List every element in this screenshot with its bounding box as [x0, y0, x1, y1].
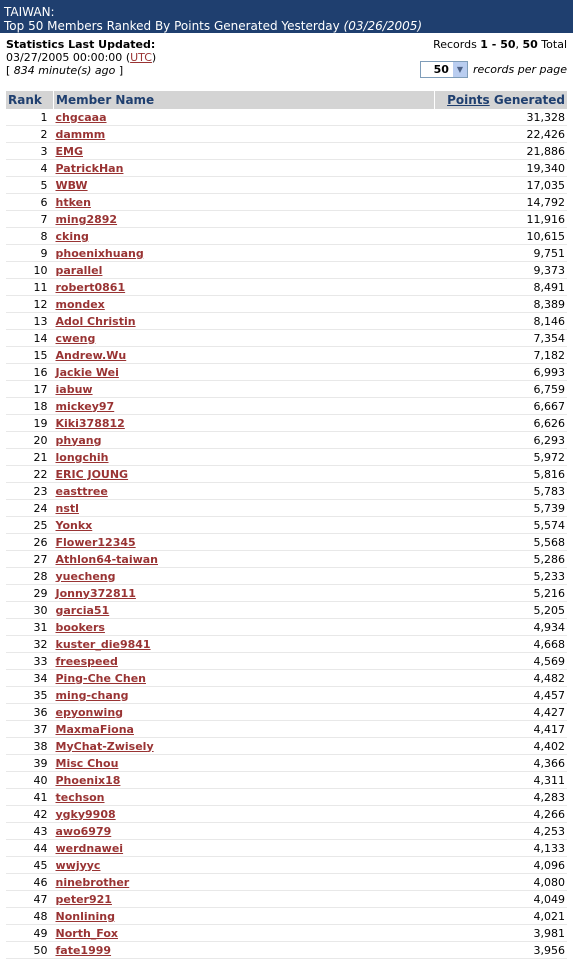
table-row	[6, 211, 567, 228]
rank-cell: 4	[6, 160, 54, 177]
points-cell: 4,266	[435, 806, 568, 823]
member-link[interactable]: North_Fox	[55, 926, 118, 940]
ago-text: 834 minute(s) ago	[13, 64, 116, 77]
table-row	[6, 619, 567, 636]
records-suffix: Total	[537, 38, 567, 51]
points-cell: 4,283	[435, 789, 568, 806]
rank-cell: 6	[6, 194, 54, 211]
member-name-cell	[54, 364, 435, 381]
records-per-page-select[interactable]	[420, 61, 468, 78]
rank-cell: 46	[6, 874, 54, 891]
records-end: 50	[500, 38, 516, 51]
rank-cell: 25	[6, 517, 54, 534]
table-row	[6, 840, 567, 857]
member-name-cell	[54, 160, 435, 177]
member-name-cell	[54, 517, 435, 534]
rank-cell: 36	[6, 704, 54, 721]
table-row	[6, 466, 567, 483]
table-row	[6, 857, 567, 874]
stats-ago	[6, 64, 123, 77]
points-cell: 5,286	[435, 551, 568, 568]
points-cell: 4,311	[435, 772, 568, 789]
title-text: Top 50 Members Ranked By Points Generated Yesterday	[4, 19, 340, 33]
stats-updated	[6, 51, 156, 64]
records-prefix: Records	[433, 38, 481, 51]
table-row	[6, 398, 567, 415]
rank-cell: 10	[6, 262, 54, 279]
member-link[interactable]: bookers	[55, 620, 105, 634]
table-row	[6, 517, 567, 534]
utc-link[interactable]: UTC	[130, 51, 152, 64]
member-link[interactable]: longchih	[55, 450, 109, 464]
member-link[interactable]: epyonwing	[55, 705, 124, 719]
rank-cell: 43	[6, 823, 54, 840]
table-row	[6, 738, 567, 755]
points-cell: 4,417	[435, 721, 568, 738]
member-name-cell	[54, 687, 435, 704]
member-link[interactable]: cking	[55, 229, 89, 243]
rank-cell: 20	[6, 432, 54, 449]
points-cell: 9,751	[435, 245, 568, 262]
rank-cell: 31	[6, 619, 54, 636]
member-link[interactable]: phoenixhuang	[55, 246, 144, 260]
members-table	[6, 91, 567, 959]
rank-cell: 14	[6, 330, 54, 347]
member-name-cell	[54, 585, 435, 602]
member-link[interactable]: EMG	[55, 144, 83, 158]
member-name-cell	[54, 109, 435, 126]
points-cell: 4,668	[435, 636, 568, 653]
points-cell: 6,667	[435, 398, 568, 415]
points-cell: 5,816	[435, 466, 568, 483]
member-link[interactable]: robert0861	[55, 280, 126, 294]
member-name-cell	[54, 602, 435, 619]
member-name-cell	[54, 738, 435, 755]
page-title	[4, 19, 569, 34]
member-link[interactable]: garcia51	[55, 603, 110, 617]
rank-cell: 50	[6, 942, 54, 959]
rank-cell: 15	[6, 347, 54, 364]
member-name-cell	[54, 568, 435, 585]
tz-close: )	[151, 51, 157, 64]
points-cell: 4,366	[435, 755, 568, 772]
points-cell: 10,615	[435, 228, 568, 245]
table-row	[6, 415, 567, 432]
rank-cell: 32	[6, 636, 54, 653]
table-row	[6, 687, 567, 704]
points-cell: 9,373	[435, 262, 568, 279]
col-points-rest: Generated	[489, 93, 565, 107]
rank-cell: 29	[6, 585, 54, 602]
table-row	[6, 245, 567, 262]
member-link[interactable]: ygky9908	[55, 807, 116, 821]
table-row	[6, 143, 567, 160]
member-name-cell	[54, 330, 435, 347]
member-name-cell	[54, 806, 435, 823]
rank-cell: 27	[6, 551, 54, 568]
points-cell: 5,972	[435, 449, 568, 466]
points-cell: 4,457	[435, 687, 568, 704]
records-total: 50	[522, 38, 538, 51]
rank-cell: 28	[6, 568, 54, 585]
table-row	[6, 704, 567, 721]
member-link[interactable]: cweng	[55, 331, 96, 345]
member-link[interactable]: ming2892	[55, 212, 118, 226]
member-link[interactable]: easttree	[55, 484, 108, 498]
member-link[interactable]: MaxmaFiona	[55, 722, 134, 736]
table-row	[6, 823, 567, 840]
points-cell: 21,886	[435, 143, 568, 160]
points-cell: 4,049	[435, 891, 568, 908]
rank-cell: 47	[6, 891, 54, 908]
table-row	[6, 500, 567, 517]
rank-cell: 24	[6, 500, 54, 517]
member-name-cell	[54, 347, 435, 364]
rank-cell: 42	[6, 806, 54, 823]
table-row	[6, 364, 567, 381]
member-name-cell	[54, 398, 435, 415]
table-row	[6, 653, 567, 670]
member-link[interactable]: Misc Chou	[55, 756, 119, 770]
points-cell: 11,916	[435, 211, 568, 228]
table-row	[6, 942, 567, 959]
points-cell: 5,233	[435, 568, 568, 585]
points-cell: 4,934	[435, 619, 568, 636]
member-name-cell	[54, 874, 435, 891]
table-row	[6, 670, 567, 687]
rank-cell: 18	[6, 398, 54, 415]
member-name-cell	[54, 857, 435, 874]
rank-cell: 22	[6, 466, 54, 483]
rank-cell: 7	[6, 211, 54, 228]
member-link[interactable]: WBW	[55, 178, 88, 192]
member-link[interactable]: Phoenix18	[55, 773, 121, 787]
table-row	[6, 755, 567, 772]
table-row	[6, 585, 567, 602]
member-link[interactable]: Jackie Wei	[55, 365, 119, 379]
table-row	[6, 126, 567, 143]
table-row	[6, 432, 567, 449]
member-name-cell	[54, 823, 435, 840]
member-link[interactable]: wwjyyc	[55, 858, 101, 872]
points-cell: 7,182	[435, 347, 568, 364]
table-row	[6, 772, 567, 789]
member-link[interactable]: Flower12345	[55, 535, 136, 549]
points-cell: 3,981	[435, 925, 568, 942]
member-link[interactable]: PatrickHan	[55, 161, 124, 175]
member-link[interactable]: htken	[55, 195, 91, 209]
rank-cell: 8	[6, 228, 54, 245]
table-row	[6, 534, 567, 551]
member-link[interactable]: Adol Christin	[55, 314, 136, 328]
col-points	[435, 91, 568, 109]
member-name-cell	[54, 432, 435, 449]
table-row	[6, 177, 567, 194]
points-cell: 8,389	[435, 296, 568, 313]
points-cell: 6,293	[435, 432, 568, 449]
member-name-cell	[54, 313, 435, 330]
points-cell: 5,783	[435, 483, 568, 500]
member-name-cell	[54, 908, 435, 925]
points-cell: 5,574	[435, 517, 568, 534]
points-cell: 5,216	[435, 585, 568, 602]
records-comma: ,	[515, 38, 523, 51]
rank-cell: 3	[6, 143, 54, 160]
table-row	[6, 449, 567, 466]
member-link[interactable]: nstl	[55, 501, 79, 515]
points-cell: 4,253	[435, 823, 568, 840]
table-row	[6, 194, 567, 211]
stats-bar	[0, 33, 573, 88]
points-cell: 19,340	[435, 160, 568, 177]
member-link[interactable]: Jonny372811	[55, 586, 136, 600]
rank-cell: 9	[6, 245, 54, 262]
table-row	[6, 347, 567, 364]
points-cell: 5,568	[435, 534, 568, 551]
rank-cell: 35	[6, 687, 54, 704]
points-cell: 5,205	[435, 602, 568, 619]
rank-cell: 34	[6, 670, 54, 687]
rank-cell: 38	[6, 738, 54, 755]
member-name-cell	[54, 262, 435, 279]
member-link[interactable]: MyChat-Zwisely	[55, 739, 154, 753]
member-name-cell	[54, 296, 435, 313]
table-row	[6, 551, 567, 568]
table-row	[6, 228, 567, 245]
member-name-cell	[54, 415, 435, 432]
member-name-cell	[54, 245, 435, 262]
stats-label: Statistics Last Updated:	[6, 38, 156, 51]
member-name-cell	[54, 636, 435, 653]
records-summary	[433, 38, 567, 51]
member-link[interactable]: werdnawei	[55, 841, 124, 855]
rank-cell: 26	[6, 534, 54, 551]
member-link[interactable]: Andrew.Wu	[55, 348, 127, 362]
rank-cell: 12	[6, 296, 54, 313]
rank-cell: 13	[6, 313, 54, 330]
member-name-cell	[54, 211, 435, 228]
points-cell: 6,626	[435, 415, 568, 432]
member-link[interactable]: mondex	[55, 297, 105, 311]
member-link[interactable]: mickey97	[55, 399, 115, 413]
member-link[interactable]: iabuw	[55, 382, 93, 396]
points-cell: 4,133	[435, 840, 568, 857]
member-link[interactable]: dammm	[55, 127, 106, 141]
table-row	[6, 279, 567, 296]
member-name-cell	[54, 126, 435, 143]
member-link[interactable]: peter921	[55, 892, 112, 906]
points-cell: 8,491	[435, 279, 568, 296]
member-link[interactable]: ninebrother	[55, 875, 130, 889]
member-name-cell	[54, 449, 435, 466]
member-name-cell	[54, 177, 435, 194]
points-cell: 6,993	[435, 364, 568, 381]
rank-cell: 11	[6, 279, 54, 296]
points-cell: 5,739	[435, 500, 568, 517]
member-name-cell	[54, 534, 435, 551]
select-value: 50	[433, 63, 449, 76]
records-per-page-label: records per page	[472, 63, 567, 76]
member-name-cell	[54, 619, 435, 636]
member-name-cell	[54, 500, 435, 517]
points-cell: 14,792	[435, 194, 568, 211]
member-name-cell	[54, 704, 435, 721]
country-label: TAIWAN:	[4, 5, 55, 19]
rank-cell: 45	[6, 857, 54, 874]
points-cell: 17,035	[435, 177, 568, 194]
member-name-cell	[54, 840, 435, 857]
ago-open: [	[6, 64, 14, 77]
member-link[interactable]: awo6979	[55, 824, 112, 838]
table-row	[6, 313, 567, 330]
table-row	[6, 262, 567, 279]
points-cell: 31,328	[435, 109, 568, 126]
points-cell: 4,427	[435, 704, 568, 721]
member-name-cell	[54, 772, 435, 789]
rank-cell: 2	[6, 126, 54, 143]
member-name-cell	[54, 483, 435, 500]
member-link[interactable]: techson	[55, 790, 105, 804]
member-link[interactable]: chgcaaa	[55, 110, 107, 124]
points-cell: 7,354	[435, 330, 568, 347]
member-link[interactable]: Nonlining	[55, 909, 115, 923]
member-link[interactable]: kuster_die9841	[55, 637, 151, 651]
points-cell: 4,021	[435, 908, 568, 925]
member-name-cell	[54, 143, 435, 160]
member-link[interactable]: Kiki378812	[55, 416, 125, 430]
member-name-cell	[54, 551, 435, 568]
records-dash: -	[487, 38, 501, 51]
member-link[interactable]: yuecheng	[55, 569, 116, 583]
member-link[interactable]: parallel	[55, 263, 103, 277]
points-cell: 4,569	[435, 653, 568, 670]
table-body	[6, 109, 567, 959]
member-link[interactable]: phyang	[55, 433, 102, 447]
points-cell: 4,080	[435, 874, 568, 891]
rank-cell: 17	[6, 381, 54, 398]
table-row	[6, 874, 567, 891]
rank-cell: 16	[6, 364, 54, 381]
member-link[interactable]: ming-chang	[55, 688, 129, 702]
rank-cell: 37	[6, 721, 54, 738]
member-name-cell	[54, 789, 435, 806]
ago-close: ]	[115, 64, 124, 77]
rank-cell: 5	[6, 177, 54, 194]
sort-points-link[interactable]: Points	[447, 93, 490, 107]
member-name-cell	[54, 381, 435, 398]
rank-cell: 40	[6, 772, 54, 789]
points-cell: 4,482	[435, 670, 568, 687]
rank-cell: 23	[6, 483, 54, 500]
member-link[interactable]: Ping-Che Chen	[55, 671, 146, 685]
points-cell: 22,426	[435, 126, 568, 143]
member-name-cell	[54, 891, 435, 908]
member-name-cell	[54, 942, 435, 959]
member-name-cell	[54, 721, 435, 738]
rank-cell: 48	[6, 908, 54, 925]
member-link[interactable]: Athlon64-taiwan	[55, 552, 159, 566]
points-cell: 4,402	[435, 738, 568, 755]
member-name-cell	[54, 653, 435, 670]
table-row	[6, 908, 567, 925]
rank-cell: 1	[6, 109, 54, 126]
records-start: 1	[480, 38, 488, 51]
rank-cell: 19	[6, 415, 54, 432]
member-link[interactable]: fate1999	[55, 943, 112, 957]
table-row	[6, 568, 567, 585]
col-rank: Rank	[6, 91, 54, 109]
records-per-page	[420, 61, 567, 78]
col-member-name: Member Name	[54, 91, 435, 109]
points-cell: 6,759	[435, 381, 568, 398]
table-row	[6, 925, 567, 942]
tz-open: (	[125, 51, 131, 64]
table-row	[6, 789, 567, 806]
table-row	[6, 806, 567, 823]
member-name-cell	[54, 925, 435, 942]
member-link[interactable]: freespeed	[55, 654, 118, 668]
member-name-cell	[54, 228, 435, 245]
member-name-cell	[54, 670, 435, 687]
member-name-cell	[54, 466, 435, 483]
member-name-cell	[54, 755, 435, 772]
table-row	[6, 636, 567, 653]
points-cell: 8,146	[435, 313, 568, 330]
rank-cell: 30	[6, 602, 54, 619]
rank-cell: 41	[6, 789, 54, 806]
page-header	[0, 0, 573, 33]
table-row	[6, 109, 567, 126]
title-date: (03/26/2005)	[343, 19, 423, 33]
table-row	[6, 330, 567, 347]
points-cell: 3,956	[435, 942, 568, 959]
rank-cell: 21	[6, 449, 54, 466]
table-row	[6, 160, 567, 177]
rank-cell: 33	[6, 653, 54, 670]
table-row	[6, 381, 567, 398]
table-row	[6, 891, 567, 908]
table-row	[6, 296, 567, 313]
rank-cell: 44	[6, 840, 54, 857]
chevron-down-icon[interactable]: ▼	[453, 62, 467, 77]
updated-time: 03/27/2005 00:00:00	[6, 51, 123, 64]
table-row	[6, 602, 567, 619]
table-row	[6, 721, 567, 738]
member-name-cell	[54, 279, 435, 296]
member-name-cell	[54, 194, 435, 211]
points-cell: 4,096	[435, 857, 568, 874]
rank-cell: 49	[6, 925, 54, 942]
member-link[interactable]: ERIC JOUNG	[55, 467, 129, 481]
table-header-row	[6, 91, 567, 109]
rank-cell: 39	[6, 755, 54, 772]
member-link[interactable]: Yonkx	[55, 518, 93, 532]
table-row	[6, 483, 567, 500]
